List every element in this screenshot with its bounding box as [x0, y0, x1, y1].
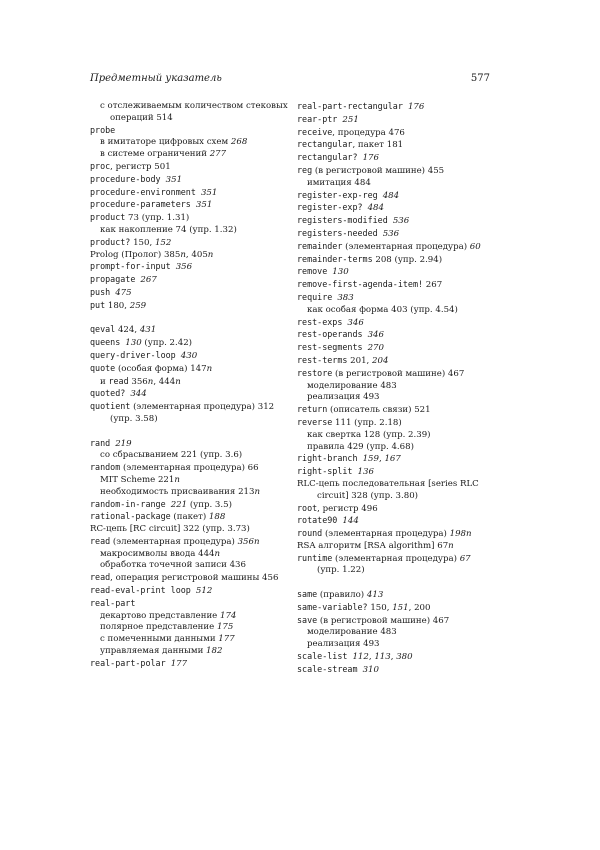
index-entry: [90, 511, 290, 524]
index-entry: [90, 300, 290, 313]
index-term-code: quote: [90, 362, 116, 373]
index-page-ref: 351: [165, 174, 183, 185]
index-text: (элементарная процедура): [110, 536, 238, 547]
index-term-code: save: [297, 614, 318, 625]
index-term-code: rotate90: [297, 515, 343, 526]
index-page-ref: n: [180, 249, 186, 260]
running-title: Предметный указатель: [90, 73, 222, 84]
index-term-code: procedure-body: [90, 173, 166, 184]
index-subentry: [297, 178, 497, 190]
index-term-code: reverse: [297, 416, 333, 427]
index-page-ref: 130: [332, 267, 349, 278]
index-subentry: [297, 381, 497, 393]
index-entry: [90, 462, 290, 475]
index-text: управляемая данными: [100, 646, 207, 657]
index-page-ref: 204: [372, 355, 389, 366]
index-text: , 444: [153, 376, 176, 387]
index-page-ref: 268: [230, 137, 248, 148]
index-text: с помеченными данными: [100, 634, 219, 645]
index-term-code: require: [297, 291, 338, 302]
index-entry: [297, 466, 497, 479]
index-entry: [90, 287, 290, 300]
index-text: (особая форма) 147: [115, 363, 207, 374]
index-term-code: registers-modified: [297, 215, 393, 226]
index-subentry: [90, 487, 290, 499]
index-entry: [297, 515, 497, 528]
index-term-code: procedure-parameters: [90, 199, 196, 210]
index-term-code: round: [297, 528, 323, 539]
index-subentry: [297, 627, 497, 639]
index-text: 150,: [367, 602, 393, 613]
index-text: (правило): [317, 590, 367, 601]
index-text: 356: [128, 376, 148, 387]
index-text: 111 (упр. 2.18): [332, 417, 402, 428]
index-entry: [297, 479, 497, 491]
index-page-ref: 277: [209, 149, 227, 160]
index-text: в имитаторе цифровых схем: [100, 137, 231, 148]
index-text: имитация 484: [307, 177, 371, 188]
index-text: 208 (упр. 2.94): [372, 254, 443, 265]
index-term-code: return: [297, 404, 328, 415]
index-text: , регистр 496: [317, 503, 378, 514]
index-term-code: root: [297, 502, 318, 513]
index-term-code: rectangular: [297, 139, 353, 150]
index-term-code: rand: [90, 437, 116, 448]
index-text: (элементарная процедура): [342, 241, 470, 252]
index-term-code: same: [297, 589, 318, 600]
index-text: ,: [368, 652, 375, 663]
index-page-ref: 344: [130, 389, 147, 400]
index-text: с отслеживаемым количеством стековых: [100, 101, 288, 111]
index-entry: [90, 337, 290, 350]
index-entry: [90, 187, 290, 200]
index-entry: [90, 388, 290, 401]
index-text: RC-цепь [RC circuit] 322 (упр. 3.73): [90, 524, 250, 535]
index-entry: [297, 139, 497, 152]
index-term-code: rear-ptr: [297, 113, 343, 124]
index-text: (элементарная процедура) 312: [130, 402, 275, 413]
index-entry: [297, 127, 497, 140]
index-text: , регистр 501: [110, 161, 171, 172]
index-term-code: receive: [297, 126, 333, 137]
index-entry: [297, 541, 497, 553]
index-entry: [297, 404, 497, 417]
index-page-ref: 112: [352, 652, 369, 663]
index-page-ref: 188: [208, 512, 226, 523]
index-entry-continuation: [297, 565, 497, 577]
index-page-ref: 221: [170, 499, 188, 510]
index-term-code: right-branch: [297, 453, 363, 464]
index-page-ref: n: [206, 363, 213, 374]
index-page-ref: 167: [384, 454, 401, 465]
index-term-code: random: [90, 462, 121, 473]
index-subentry: [297, 392, 497, 404]
index-entry: [90, 324, 290, 337]
index-entry: [90, 237, 290, 250]
index-entry: [90, 598, 290, 611]
index-term-code: product: [90, 212, 126, 223]
index-term-code: prompt-for-input: [90, 261, 176, 272]
index-page-ref: 430: [180, 350, 198, 361]
index-entry: [297, 215, 497, 228]
index-entry: [297, 651, 497, 664]
index-entry-continuation: [90, 414, 290, 426]
index-term-code: rational-package: [90, 511, 171, 522]
index-page-ref: 512: [195, 586, 213, 597]
index-column-right: [297, 101, 497, 677]
index-page-ref: n: [174, 474, 180, 485]
index-entry: [297, 317, 497, 330]
index-page-ref: 152: [154, 237, 172, 248]
index-subentry: [90, 646, 290, 658]
index-text: MIT Scheme 221: [100, 474, 175, 485]
index-entry: [297, 342, 497, 355]
index-entry-continuation: [90, 113, 290, 125]
index-term-code: register-exp-reg: [297, 189, 383, 200]
index-subentry: [297, 639, 497, 651]
index-text: , 200: [408, 602, 431, 613]
index-term-code: rest-segments: [297, 342, 368, 353]
index-entry: [90, 350, 290, 363]
index-page-ref: 176: [362, 153, 379, 164]
index-page-ref: 346: [347, 317, 364, 328]
index-term-code: remainder: [297, 240, 343, 251]
index-term-code: qeval: [90, 324, 116, 335]
index-subentry: [90, 137, 290, 149]
index-text: в системе ограничений: [100, 149, 210, 160]
index-entry: [90, 499, 290, 512]
index-text: как свертка 128 (упр. 2.39): [307, 429, 431, 440]
index-subentry: [297, 430, 497, 442]
index-text: макросимволы ввода 444: [100, 548, 215, 559]
index-entry: [297, 254, 497, 267]
index-term-code: real-part-rectangular: [297, 101, 408, 111]
index-term-code: propagate: [90, 274, 141, 285]
index-text: RSA алгоритм [RSA algorithm] 67: [297, 540, 449, 551]
index-entry: [297, 292, 497, 305]
index-text: (в регистровой машине) 467: [317, 615, 450, 626]
index-text: (в регистровой машине) 467: [332, 368, 465, 379]
index-page-ref: 251: [342, 114, 359, 125]
index-text: декартово представление: [100, 610, 220, 621]
index-term-code: right-split: [297, 466, 358, 477]
index-entry: [297, 528, 497, 541]
index-text: (упр. 3.58): [110, 413, 158, 424]
index-text: 73 (упр. 1.31): [125, 213, 190, 224]
index-text: операций 514: [110, 112, 173, 123]
index-term-code: rest-terms: [297, 354, 348, 365]
index-entry: [297, 266, 497, 279]
index-term-code: remove-first-agenda-item!: [297, 279, 424, 290]
index-term-code: remove: [297, 266, 333, 277]
index-term-code: queens: [90, 337, 126, 348]
index-term-code: restore: [297, 367, 333, 378]
index-term-code: real-part-polar: [90, 657, 171, 668]
index-entry: [297, 101, 497, 114]
index-text: реализация 493: [307, 639, 380, 650]
index-page-ref: 484: [382, 190, 400, 201]
index-entry: [297, 202, 497, 215]
index-entry: [90, 401, 290, 414]
index-subentry: [90, 450, 290, 462]
index-entry: [90, 363, 290, 376]
index-page-ref: 60: [469, 241, 481, 252]
index-term-code: read: [90, 535, 111, 546]
index-subentry: [90, 101, 290, 113]
index-subentry: [90, 149, 290, 161]
index-text: Prolog (Пролог) 385: [90, 249, 181, 260]
index-term-code: quoted?: [90, 388, 131, 399]
index-page-ref: n: [254, 486, 261, 497]
index-term-code: probe: [90, 124, 116, 135]
index-entry: [90, 161, 290, 174]
index-text: как особая форма 403 (упр. 4.54): [307, 304, 458, 315]
index-page-ref: 356: [175, 262, 193, 273]
index-entry: [297, 329, 497, 342]
index-entry-continuation: [297, 491, 497, 503]
index-term-code: query-driver-loop: [90, 349, 181, 360]
index-term-code: push: [90, 286, 116, 297]
index-text: , пакет 181: [352, 140, 404, 151]
index-subentry: [90, 622, 290, 634]
index-page-ref: 383: [337, 292, 354, 303]
index-term-code: runtime: [297, 552, 333, 563]
index-page-ref: 175: [216, 622, 234, 633]
index-page-ref: 198n: [449, 529, 472, 540]
index-page-ref: 136: [357, 467, 374, 478]
index-term-code: rest-operands: [297, 329, 368, 340]
index-text: обработка точечной записи 436: [100, 560, 246, 571]
index-entry: [90, 658, 290, 671]
index-page-ref: 177: [218, 634, 235, 645]
index-page-ref: n: [448, 540, 454, 551]
index-page-ref: 351: [200, 187, 218, 198]
index-entry: [297, 114, 497, 127]
index-page-ref: 310: [362, 664, 379, 675]
index-text: и: [100, 376, 109, 387]
index-text: правила 429 (упр. 4.68): [307, 441, 414, 452]
index-page-ref: 270: [367, 343, 384, 354]
index-page-ref: n: [207, 249, 214, 260]
index-text: 150,: [130, 237, 155, 248]
index-text: ,: [390, 652, 397, 663]
index-entry: [297, 368, 497, 381]
index-term-code: read: [108, 375, 129, 386]
index-entry: [297, 228, 497, 241]
index-term-code: same-variable?: [297, 601, 368, 612]
index-entry: [297, 152, 497, 165]
index-entry: [90, 250, 290, 262]
page-number: 577: [470, 73, 490, 84]
index-entry: [90, 572, 290, 585]
index-page-ref: 356n: [237, 536, 260, 547]
index-text: 201,: [347, 355, 373, 366]
index-subentry: [90, 611, 290, 623]
index-entry: [90, 174, 290, 187]
index-term-code: scale-list: [297, 651, 353, 662]
index-text: необходимость присваивания 213: [100, 486, 255, 497]
index-page-ref: 380: [396, 652, 413, 663]
index-text: 424,: [115, 325, 140, 336]
index-subentry: [90, 376, 290, 389]
index-term-code: put: [90, 299, 106, 310]
index-page-ref: 144: [342, 516, 359, 527]
index-term-code: rectangular?: [297, 152, 363, 163]
index-term-code: rest-exps: [297, 316, 348, 327]
index-term-code: random-in-range: [90, 498, 171, 509]
index-subentry: [90, 549, 290, 561]
index-text: (элементарная процедура): [332, 553, 460, 564]
index-subentry: [297, 305, 497, 317]
index-entry: [297, 279, 497, 292]
index-page-ref: 219: [115, 438, 132, 449]
index-text: (в регистровой машине) 455: [312, 165, 445, 176]
index-entry: [297, 241, 497, 254]
index-entry: [297, 453, 497, 466]
index-text: (упр. 1.22): [317, 565, 365, 576]
index-page-ref: 536: [382, 228, 400, 239]
index-text: (упр. 2.42): [141, 338, 193, 349]
index-text: полярное представление: [100, 622, 217, 633]
index-text: реализация 493: [307, 392, 380, 403]
index-term-code: product?: [90, 236, 131, 247]
index-entry: [297, 355, 497, 368]
index-text: (описатель связи) 521: [327, 405, 431, 416]
index-term-code: quotient: [90, 401, 131, 412]
index-term-code: read: [90, 572, 111, 583]
index-page-ref: 267: [140, 275, 157, 286]
index-entry: [297, 664, 497, 677]
index-entry: [90, 536, 290, 549]
index-entry: [90, 212, 290, 225]
index-entry: [297, 553, 497, 566]
index-subentry: [297, 442, 497, 454]
index-entry: [297, 190, 497, 203]
index-page-ref: 431: [139, 325, 157, 336]
index-term-code: remainder-terms: [297, 253, 373, 264]
index-page-ref: 484: [367, 203, 384, 214]
index-text: 180,: [105, 300, 130, 311]
index-page-ref: 346: [367, 330, 384, 341]
index-text: (элементарная процедура) 66: [120, 463, 259, 474]
index-page-ref: 159: [362, 454, 379, 465]
index-term-code: procedure-environment: [90, 186, 201, 197]
index-column-left: [90, 101, 290, 671]
index-page-ref: 536: [392, 216, 410, 227]
index-entry: [90, 125, 290, 138]
index-text: , 405: [185, 249, 208, 260]
index-text: (элементарная процедура): [322, 529, 450, 540]
index-subentry: [90, 225, 290, 237]
index-term-code: register-exp?: [297, 202, 368, 213]
index-term-code: read-eval-print loop: [90, 585, 196, 596]
index-term-code: registers-needed: [297, 227, 383, 238]
index-page-ref: n: [147, 376, 154, 387]
index-page-ref: 351: [195, 200, 213, 211]
index-text: circuit] 328 (упр. 3.80): [317, 490, 419, 501]
index-page-ref: 177: [170, 658, 188, 669]
index-term-code: real-part: [90, 597, 136, 608]
index-text: как накопление 74 (упр. 1.32): [100, 224, 237, 235]
index-text: , операция регистровой машины 456: [110, 573, 279, 584]
index-page-ref: n: [175, 376, 181, 387]
index-entry: [90, 261, 290, 274]
index-page-ref: 174: [220, 610, 237, 621]
index-entry: [297, 417, 497, 430]
index-text: 267: [423, 280, 443, 291]
index-entry: [90, 585, 290, 598]
index-entry: [297, 589, 497, 602]
index-text: , процедура 476: [332, 127, 405, 138]
index-text: (пакет): [170, 512, 209, 523]
index-entry: [90, 438, 290, 451]
index-page-ref: 130: [125, 338, 142, 349]
index-page-ref: 67: [459, 553, 471, 564]
running-header: [90, 73, 490, 87]
index-page-ref: 182: [206, 646, 223, 657]
index-page-ref: 259: [129, 300, 147, 311]
index-subentry: [90, 634, 290, 646]
index-text: (упр. 3.5): [187, 499, 232, 510]
index-subentry: [90, 560, 290, 572]
index-page-ref: 151: [392, 602, 409, 613]
index-term-code: reg: [297, 164, 313, 175]
index-text: ,: [378, 454, 385, 465]
index-term-code: scale-stream: [297, 663, 363, 674]
index-entry: [297, 602, 497, 615]
index-text: моделирование 483: [307, 627, 397, 638]
index-subentry: [90, 475, 290, 487]
index-page-ref: 475: [115, 287, 132, 298]
index-entry: [297, 615, 497, 628]
index-term-code: proc: [90, 160, 111, 171]
index-page-ref: n: [214, 548, 221, 559]
index-text: моделирование 483: [307, 380, 397, 391]
index-text: со сбрасыванием 221 (упр. 3.6): [100, 450, 243, 461]
index-page-ref: 176: [407, 102, 425, 112]
index-text: RLC-цепь последовательная [series RLC: [297, 478, 479, 489]
index-page-ref: 113: [374, 652, 391, 663]
index-page-ref: 413: [366, 590, 384, 601]
index-entry: [90, 199, 290, 212]
index-entry: [90, 524, 290, 536]
index-entry: [90, 274, 290, 287]
index-entry: [297, 503, 497, 516]
index-entry: [297, 165, 497, 178]
